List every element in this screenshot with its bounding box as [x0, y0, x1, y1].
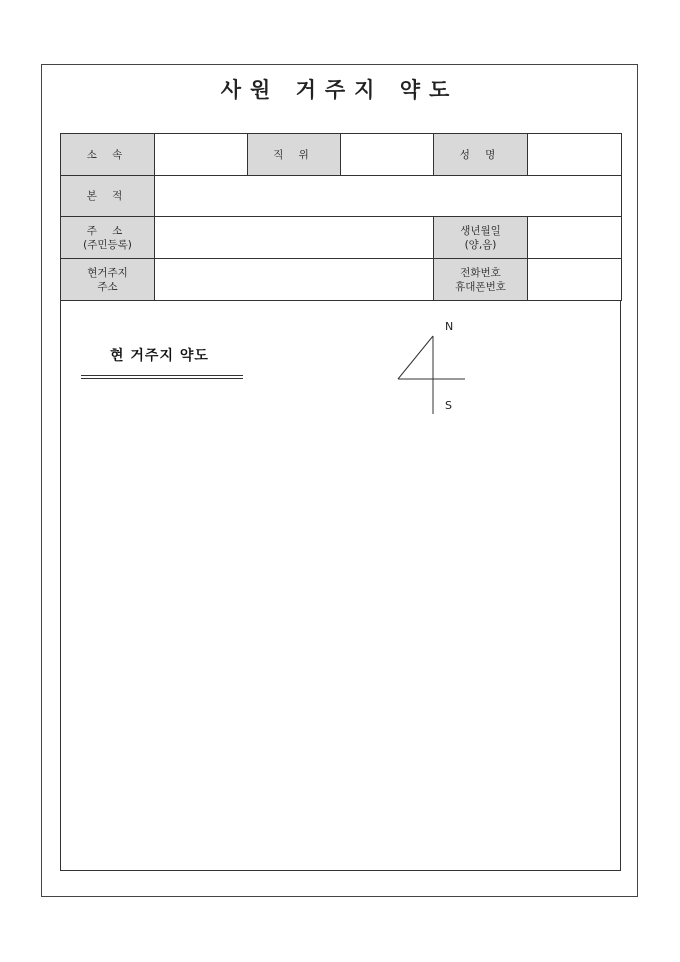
title-double-underline	[81, 375, 243, 379]
sketch-title: 현 거주지 약도	[110, 348, 209, 364]
phone-label: 전화번호 휴대폰번호	[434, 259, 528, 301]
phone-field[interactable]	[528, 259, 622, 301]
compass-icon	[395, 318, 475, 418]
affiliation-field[interactable]	[155, 134, 248, 176]
map-sketch-area[interactable]	[60, 300, 621, 871]
hometown-label: 본 적	[61, 176, 155, 217]
current-address-field[interactable]	[155, 259, 434, 301]
table-row	[61, 134, 622, 176]
name-label: 성 명	[434, 134, 528, 176]
position-field[interactable]	[341, 134, 434, 176]
table-row	[61, 176, 622, 217]
table-row	[61, 217, 622, 259]
address-field[interactable]	[155, 217, 434, 259]
current-address-label: 현거주지 주소	[61, 259, 155, 301]
birth-date-field[interactable]	[528, 217, 622, 259]
page-title: 사원 거주지 약도	[220, 78, 459, 102]
birth-date-label: 생년월일 (양,음)	[434, 217, 528, 259]
compass-north-label: N	[445, 320, 454, 333]
hometown-field[interactable]	[155, 176, 622, 217]
compass-south-label: S	[445, 399, 452, 412]
table-row	[61, 259, 622, 301]
position-label: 직 위	[248, 134, 341, 176]
address-label: 주 소 (주민등록)	[61, 217, 155, 259]
name-field[interactable]	[528, 134, 622, 176]
affiliation-label: 소 속	[61, 134, 155, 176]
employee-info-table	[60, 133, 622, 301]
